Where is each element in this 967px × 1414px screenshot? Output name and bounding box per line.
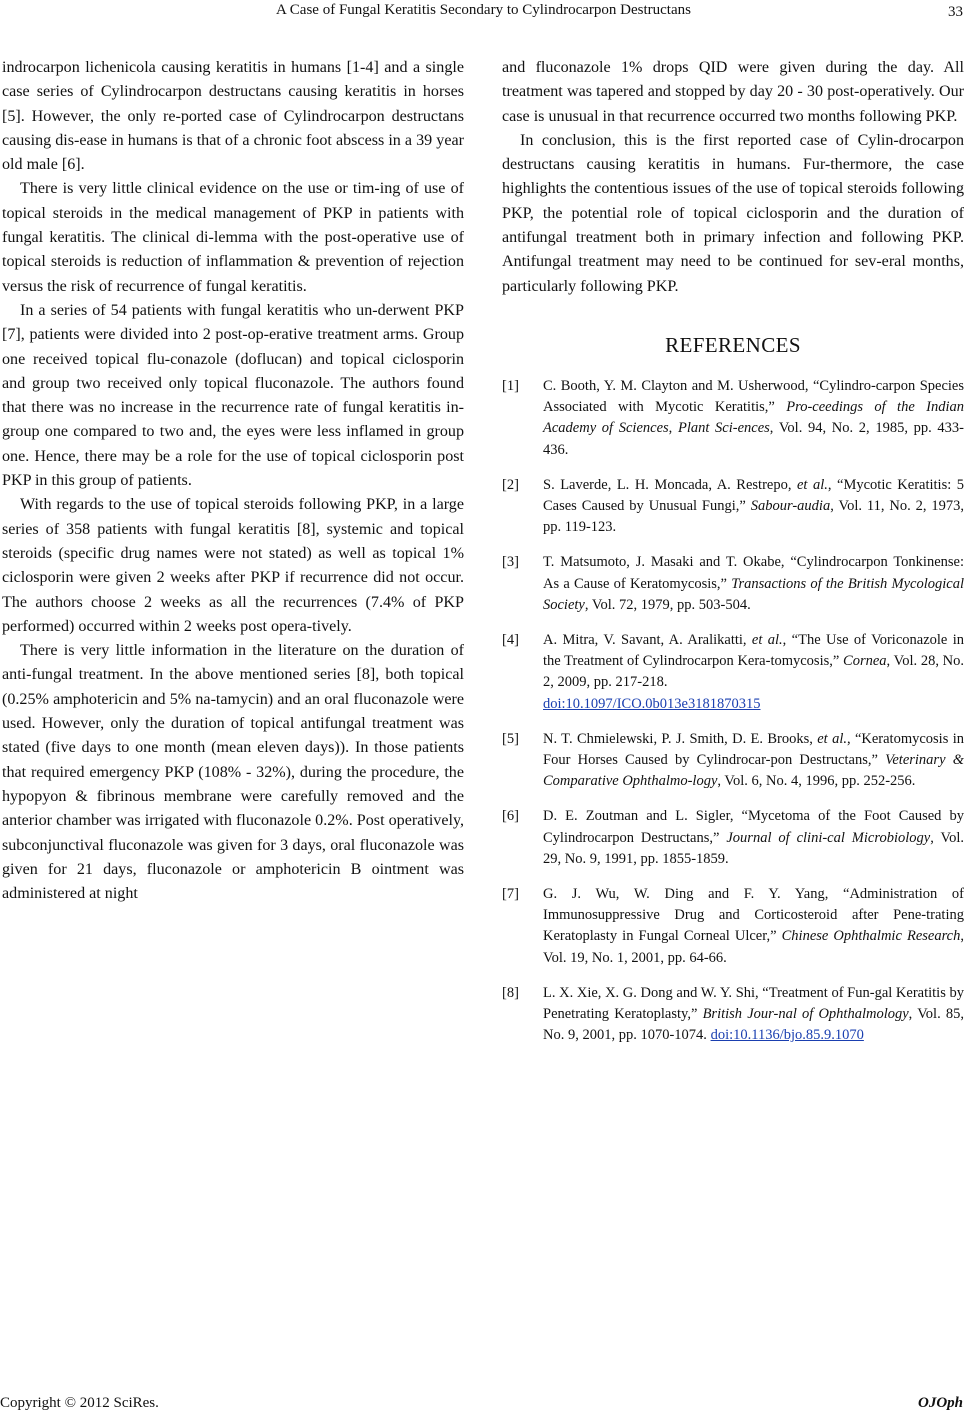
reference-source: Journal of clini-cal Microbiology bbox=[726, 829, 931, 846]
reference-source: et al. bbox=[751, 632, 783, 648]
reference-item bbox=[502, 552, 964, 616]
reference-text: D. E. Zoutman and L. Sigler, “Mycetoma of the Foot Caused by Cylindrocarpon Destructans,” bbox=[543, 808, 964, 846]
reference-number: [8] bbox=[502, 984, 519, 1001]
journal-abbreviation: OJOph bbox=[917, 1395, 963, 1411]
references-heading: REFERENCES bbox=[665, 332, 801, 357]
reference-text: N. T. Chmielewski, P. J. Smith, D. E. Brooks, bbox=[543, 730, 818, 747]
right-column bbox=[502, 56, 964, 1060]
reference-text: , Vol. 94, No. 2, 1985, pp. 433-436. bbox=[543, 420, 964, 458]
reference-number: [4] bbox=[502, 632, 519, 648]
reference-source: Cornea bbox=[843, 653, 887, 670]
reference-item bbox=[502, 884, 964, 969]
reference-source: Veterinary & Comparative Ophthalmo-logy bbox=[543, 752, 964, 790]
reference-text: , Vol. 19, No. 1, 2001, pp. 64-66. bbox=[543, 928, 964, 966]
reference-item bbox=[502, 806, 964, 870]
reference-item bbox=[502, 630, 964, 715]
reference-text: , bbox=[668, 420, 678, 437]
reference-source: Sabour-audia bbox=[750, 497, 831, 514]
reference-text: L. X. Xie, X. G. Dong and W. Y. Shi, “Treatment of Fun-gal Keratitis by Penetrating Keratoplasty,” bbox=[543, 984, 964, 1023]
page-number: 33 bbox=[948, 4, 963, 20]
reference-source: British Jour-nal of Ophthalmology bbox=[702, 1006, 909, 1023]
paragraph: There is very little clinical evidence on the use or tim-ing of use of topical steroids in the medical management of PKP in patients with fungal keratitis. The clinical di-lemma with the post-operative use of topical steroids is reduction of inflammation & prevention of rejection versus the risk of recurrence of fungal keratitis. bbox=[2, 180, 464, 295]
reference-text: , Vol. 28, No. 2, 2009, pp. 217-218. bbox=[543, 653, 964, 691]
reference-text: T. Matsumoto, J. Masaki and T. Okabe, “Cylindrocarpon Tonkinense: As a Cause of Keratomycosis,” bbox=[543, 554, 964, 592]
left-column bbox=[2, 56, 464, 906]
reference-source: Chinese Ophthalmic Research bbox=[781, 928, 961, 945]
reference-item bbox=[502, 376, 964, 461]
reference-text: , “The Use of Voriconazole in the Treatment of Cylindrocarpon Kera-tomycosis,” bbox=[543, 632, 964, 670]
reference-text: , “Keratomycosis in Four Horses Caused by Cylindrocar-pon Destructans,” bbox=[543, 730, 964, 769]
paragraph: and fluconazole 1% drops QID were given during the day. All treatment was tapered and stopped by day 20 - 30 post-operatively. Our case is unusual in that recurrence occurred two months following PKP. bbox=[502, 59, 964, 125]
paragraph: indrocarpon lichenicola causing keratitis in humans [1-4] and a single case series of Cylindrocarpon destructans causing keratitis in horses [5]. However, the only re-ported case of Cylindrocarpon destructans causing dis-ease in humans is that of a chronic foot abscess in a 39 year old male [6]. bbox=[2, 59, 464, 174]
reference-number: [3] bbox=[502, 554, 519, 571]
copyright-notice: Copyright © 2012 SciRes. bbox=[0, 1395, 159, 1411]
reference-text: C. Booth, Y. M. Clayton and M. Usherwood, “Cylindro-carpon Species Associated with Mycotic Keratitis,” bbox=[543, 377, 964, 416]
reference-text: , Vol. 85, No. 9, 2001, pp. 1070-1074. bbox=[543, 1006, 964, 1044]
reference-number: [1] bbox=[502, 377, 519, 394]
paragraph: There is very little information in the literature on the duration of anti-fungal treatment. In the above mentioned series [8], both topical (0.25% amphotericin and 5% na-tamycin) and an oral fluconazole were used. However, only the duration of topical antifungal treatment was stated (five days to one month (mean eleven days)). In those patients that required emergency PKP (108% - 32%), during the procedure, the hypopyon & fibrinous membrane were carefully removed and the anterior chamber was irrigated with fluconazole 0.2%. Post operatively, subconjunctival fluconazole was given for 3 days, oral fluconazole was given for 21 days, fluconazole or amphotericin B ointment was administered at night bbox=[2, 642, 464, 903]
reference-source: Transactions of the British Mycological Society bbox=[543, 575, 964, 613]
reference-source: Pro-ceedings of the Indian Academy of Sciences bbox=[543, 399, 964, 437]
reference-number: [6] bbox=[502, 808, 519, 825]
reference-number: [7] bbox=[502, 886, 519, 903]
reference-list bbox=[502, 376, 964, 1046]
reference-item bbox=[502, 475, 964, 539]
running-title: A Case of Fungal Keratitis Secondary to Cylindrocarpon Destructans bbox=[276, 2, 691, 18]
reference-text: , Vol. 6, No. 4, 1996, pp. 252-256. bbox=[717, 773, 916, 790]
reference-text: S. Laverde, L. H. Moncada, A. Restrepo, bbox=[543, 476, 797, 493]
paragraph: In a series of 54 patients with fungal keratitis who un-derwent PKP [7], patients were divided into 2 post-op-erative treatment arms. Group one received topical flu-conazole (doflucan) and topical ciclosporin and group two received only topical fluconazole. The authors found that there was no increase in the recurrence rate of fungal keratitis in-group one compared to two and, the eyes were less inflamed in group one. Hence, there may be a role for the use of topical ciclosporin post PKP in this group of patients. bbox=[2, 301, 464, 490]
reference-item bbox=[502, 729, 964, 793]
paragraph: With regards to the use of topical steroids following PKP, in a large series of 358 patients with fungal keratitis [8], systemic and topical steroids (specific drug names were not stated) as well as topical 1% ciclosporin were given 2 weeks after PKP if recurrence did not occur. The authors choose 2 weeks as all the recurrences (7.4% of PKP performed) occurred within 2 weeks post opera-tively. bbox=[2, 496, 464, 635]
paragraph: In conclusion, this is the first reported case of Cylin-drocarpon destructans causing keratitis in humans. Fur-thermore, the case highlights the contentious issues of the use of topical steroids following PKP, the potential role of topical ciclosporin and the duration of antifungal treatment both in primary infection and following PKP. Antifungal treatment may need to be continued for sev-eral months, particularly following PKP. bbox=[502, 131, 964, 295]
reference-text: G. J. Wu, W. Ding and F. Y. Yang, “Administration of Immunosuppressive Drug and Corticosteroid after Pene-trating Keratoplasty in Fungal Corneal Ulcer,” bbox=[543, 886, 964, 945]
reference-source: et al. bbox=[817, 730, 847, 747]
running-header bbox=[0, 0, 967, 22]
reference-source: Plant Sci-ences bbox=[677, 420, 770, 437]
reference-source: et al. bbox=[797, 476, 828, 493]
doi-link[interactable]: doi:10.1136/bjo.85.9.1070 bbox=[710, 1027, 864, 1044]
reference-number: [5] bbox=[502, 730, 519, 747]
doi-link[interactable]: doi:10.1097/ICO.0b013e3181870315 bbox=[543, 695, 761, 712]
reference-text: A. Mitra, V. Savant, A. Aralikatti, bbox=[543, 632, 752, 648]
reference-item bbox=[502, 983, 964, 1047]
reference-text: , Vol. 11, No. 2, 1973, pp. 119-123. bbox=[543, 497, 964, 536]
reference-text: , Vol. 29, No. 9, 1991, pp. 1855-1859. bbox=[543, 829, 964, 867]
reference-text: , “Mycotic Keratitis: 5 Cases Caused by Unusual Fungi,” bbox=[543, 476, 965, 514]
reference-number: [2] bbox=[502, 476, 519, 493]
reference-text: , Vol. 72, 1979, pp. 503-504. bbox=[584, 596, 751, 613]
